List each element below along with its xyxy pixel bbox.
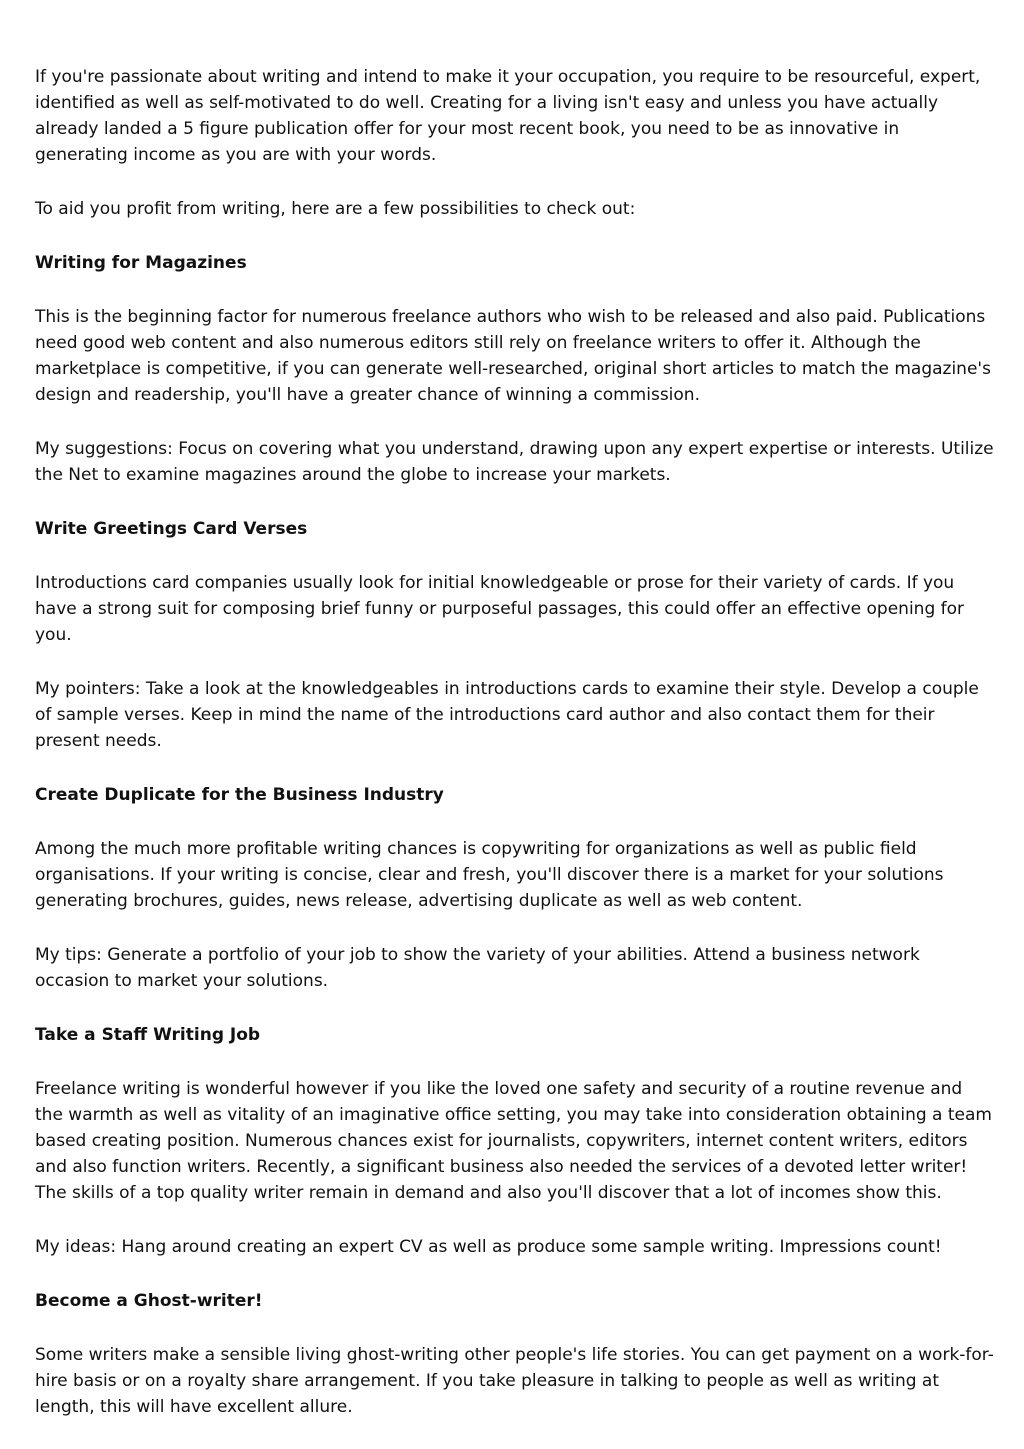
section-paragraph: This is the beginning factor for numerous freelance authors who wish to be released and also paid. Publications need good web content and also numerous editors still rely on freelance writers to offer it. Although the marketplace is competitive, if you can generate well-researched, original short articles to match the magazine's design and readership, you'll have a greater chance of winning a commission. xyxy=(35,307,991,405)
section-heading: Take a Staff Writing Job xyxy=(35,1025,261,1045)
section-heading: Writing for Magazines xyxy=(35,253,247,273)
section-paragraph: My pointers: Take a look at the knowledgeables in introductions cards to examine their style. Develop a couple of sample verses. Keep in mind the name of the introductions card author and also contact them for their present needs. xyxy=(35,679,979,751)
section-paragraph: Some writers make a sensible living ghost-writing other people's life stories. You can get payment on a work-for-hire basis or on a royalty share arrangement. If you take pleasure in talking to people as well as writing at length, this will have excellent allure. xyxy=(35,1345,994,1417)
intro-paragraph: To aid you profit from writing, here are a few possibilities to check out: xyxy=(35,199,636,219)
section-heading: Become a Ghost-writer! xyxy=(35,1291,263,1311)
section-paragraph: My ideas: Hang around creating an expert CV as well as produce some sample writing. Impressions count! xyxy=(35,1237,942,1257)
intro-paragraph: If you're passionate about writing and intend to make it your occupation, you require to be resourceful, expert, identified as well as self-motivated to do well. Creating for a living isn't easy and unless you have actually already landed a 5 figure publication offer for your most recent book, you need to be as innovative in generating income as you are with your words. xyxy=(35,67,981,165)
section-paragraph: Among the much more profitable writing chances is copywriting for organizations as well as public field organisations. If your writing is concise, clear and fresh, you'll discover there is a market for your solutions generating brochures, guides, news release, advertising duplicate as well as web content. xyxy=(35,839,944,911)
section-paragraph: Freelance writing is wonderful however if you like the loved one safety and security of a routine revenue and the warmth as well as vitality of an imaginative office setting, you may take into consideration obtaining a team based creating position. Numerous chances exist for journalists, copywriters, internet content writers, editors and also function writers. Recently, a significant business also needed the services of a devoted letter writer! The skills of a top quality writer remain in demand and also you'll discover that a lot of incomes show this. xyxy=(35,1079,992,1203)
section-paragraph: Introductions card companies usually look for initial knowledgeable or prose for their variety of cards. If you have a strong suit for composing brief funny or purposeful passages, this could offer an effective opening for you. xyxy=(35,573,965,645)
section-paragraph: My suggestions: Focus on covering what you understand, drawing upon any expert expertise or interests. Utilize the Net to examine magazines around the globe to increase your markets. xyxy=(35,439,994,485)
section-heading: Write Greetings Card Verses xyxy=(35,519,308,539)
section-heading: Create Duplicate for the Business Industry xyxy=(35,785,444,805)
document-body xyxy=(35,64,995,1448)
section-paragraph: My tips: Generate a portfolio of your job to show the variety of your abilities. Attend a business network occasion to market your solutions. xyxy=(35,945,920,991)
